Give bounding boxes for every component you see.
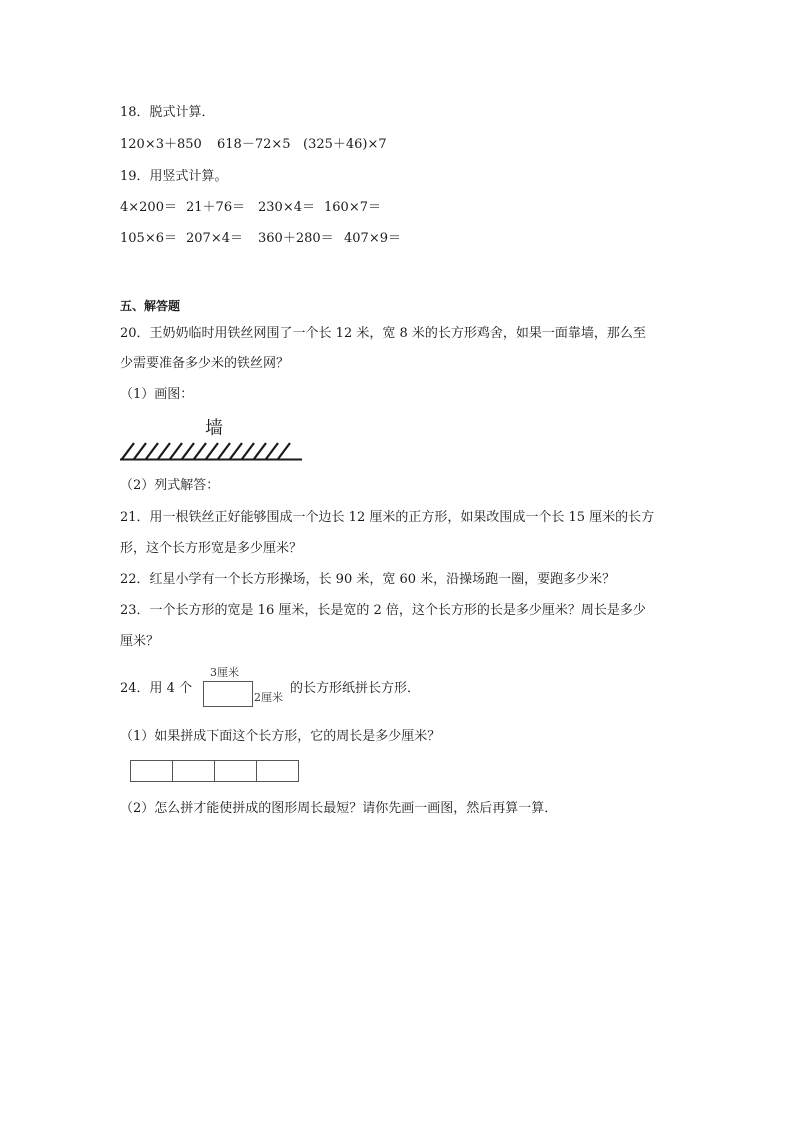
q19-row-1	[120, 200, 381, 216]
q21-text-line-2: 形，这个长方形宽是多少厘米？	[120, 541, 303, 556]
q24-part-1: （1）如果拼成下面这个长方形，它的周长是多少厘米？	[120, 729, 441, 744]
q23-text-line-2: 厘米？	[120, 634, 160, 649]
q24-part-2: （2）怎么拼才能使拼成的图形周长最短？请你先画一画图，然后再算一算．	[120, 801, 558, 816]
q19-expr: 407×9＝	[344, 231, 401, 246]
q19-expr: 21＋76＝	[186, 200, 246, 215]
q19-expr: 160×7＝	[324, 200, 381, 215]
q19-expr: 230×4＝	[258, 200, 315, 215]
q21-text-line-1: 21．用一根铁丝正好能够围成一个边长 12 厘米的正方形，如果改围成一个长 15 厘米的长方	[120, 510, 655, 525]
q18-expr-2: 618－72×5	[217, 137, 291, 152]
rect-length-label: 3厘米	[210, 666, 239, 679]
q20-text-line-2: 少需要准备多少米的铁丝网？	[120, 356, 290, 371]
q20-text-line-1: 20．王奶奶临时用铁丝网围了一个长 12 米，宽 8 米的长方形鸡舍，如果一面靠墙，那么至	[120, 326, 646, 341]
q22-text: 22．红星小学有一个长方形操场，长 90 米，宽 60 米，沿操场跑一圈，要跑多少米？	[120, 572, 616, 587]
strip-cell	[173, 761, 215, 781]
strip-cell	[131, 761, 173, 781]
q19-expr: 4×200＝	[120, 200, 177, 215]
strip-cell	[257, 761, 298, 781]
q24-suffix: 的长方形纸拼长方形．	[290, 681, 421, 696]
q18-expr-1: 120×3＋850	[120, 137, 202, 152]
q18-title: 18．脱式计算．	[120, 105, 215, 120]
q19-title: 19．用竖式计算。	[120, 169, 228, 184]
unit-rectangle-figure	[200, 664, 288, 710]
strip-cell	[215, 761, 257, 781]
q23-text-line-1: 23．一个长方形的宽是 16 厘米，长是宽的 2 倍，这个长方形的长是多少厘米？周长是多少	[120, 603, 646, 618]
q18-expressions	[120, 137, 387, 153]
combined-rectangle	[130, 760, 299, 782]
wall-diagram	[118, 440, 304, 462]
section-heading: 五、解答题	[120, 299, 181, 313]
wall-hatching	[122, 443, 290, 459]
q20-part-1: （1）画图：	[120, 387, 194, 402]
q24-prefix: 24．用 4 个	[120, 681, 193, 696]
q19-expr: 207×4＝	[186, 231, 243, 246]
q19-expr: 360＋280＝	[258, 231, 334, 246]
q19-row-2	[120, 231, 401, 247]
q18-expr-3: (325＋46)×7	[303, 137, 387, 152]
rect-width-label: 2厘米	[254, 691, 283, 704]
q19-expr: 105×6＝	[120, 231, 177, 246]
q20-part-2: （2）列式解答：	[120, 478, 220, 493]
wall-label: 墙	[205, 418, 223, 439]
unit-rectangle	[203, 681, 253, 707]
